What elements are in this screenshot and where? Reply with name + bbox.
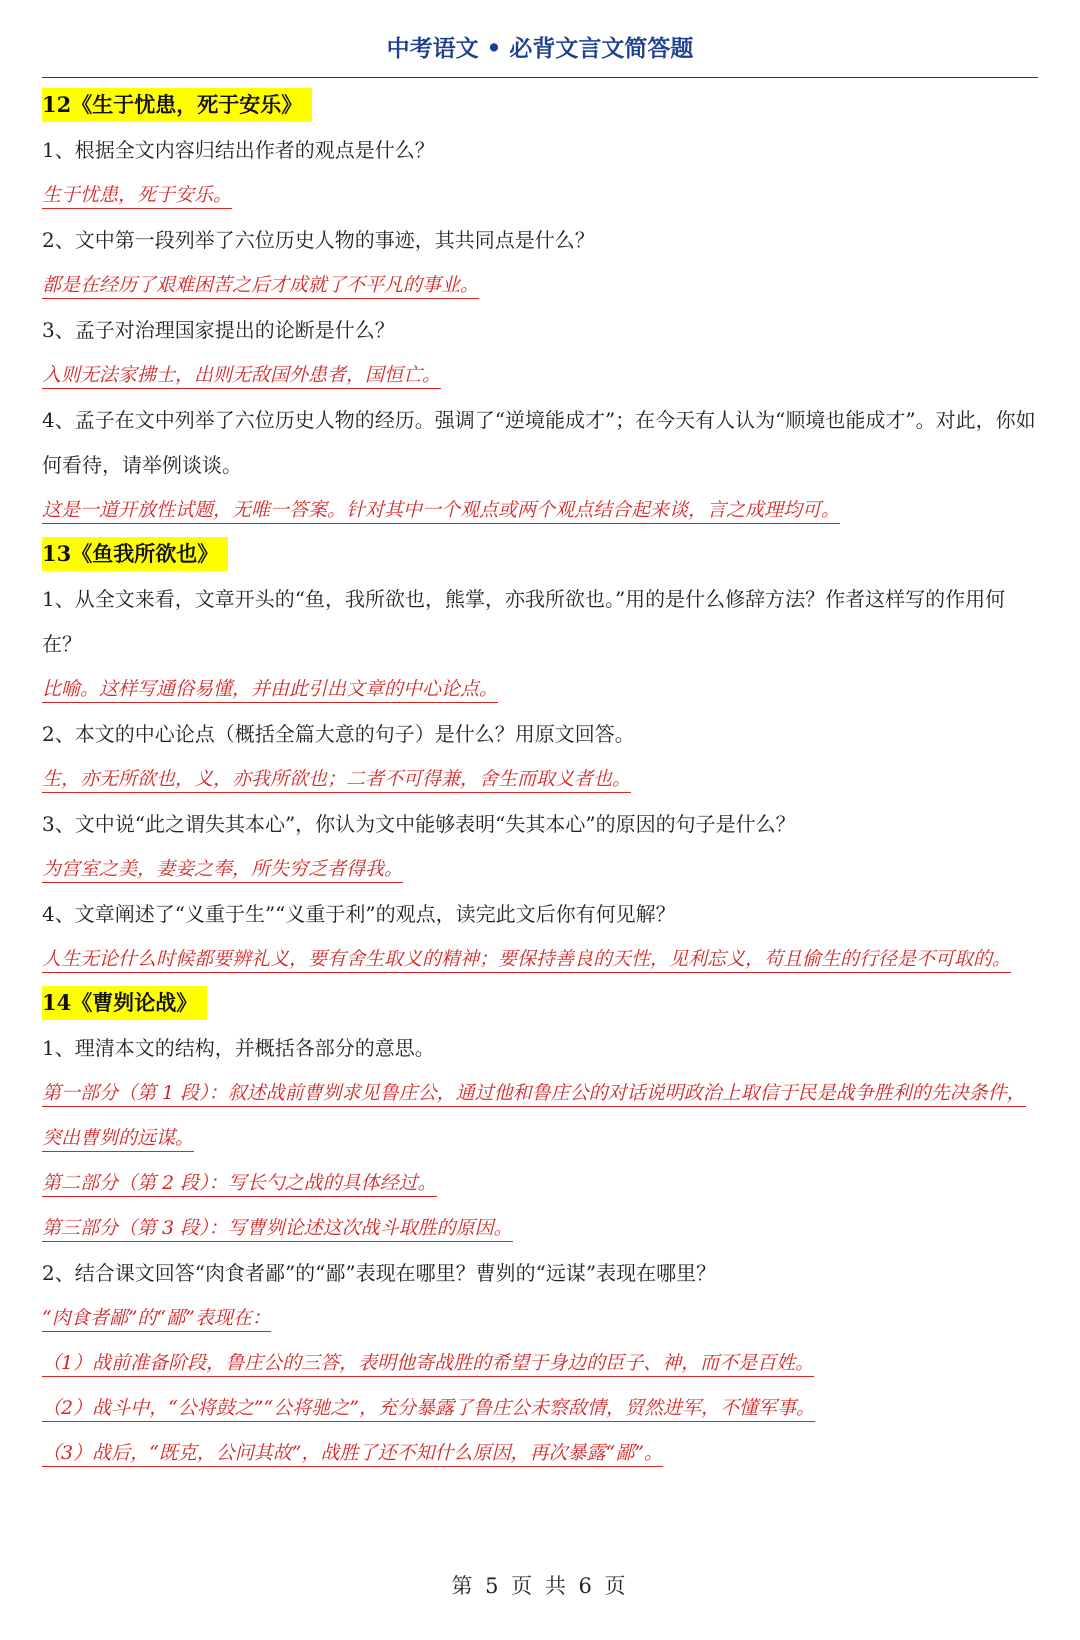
question: 1、从全文来看，文章开头的“鱼，我所欲也，熊掌，亦我所欲也。”用的是什么修辞方法？作者这样写的作用何在？ (42, 587, 1006, 656)
question: 4、孟子在文中列举了六位历史人物的经历。强调了“逆境能成才”；在今天有人认为“顺境也能成才”。对此，你如何看待，请举例谈谈。 (42, 408, 1036, 477)
answer: （1）战前准备阶段，鲁庄公的三答，表明他寄战胜的希望于身边的臣子、神，而不是百姓。 (42, 1341, 1038, 1386)
question: 2、本文的中心论点（概括全篇大意的句子）是什么？用原文回答。 (42, 722, 635, 746)
answer: 生于忧患，死于安乐。 (42, 173, 1038, 218)
answer: 这是一道开放性试题，无唯一答案。针对其中一个观点或两个观点结合起来谈，言之成理均可。 (42, 488, 1038, 533)
content-body (42, 84, 1038, 1476)
answer: 为宫室之美，妻妾之奉，所失穷乏者得我。 (42, 847, 1038, 892)
answer: “肉食者鄙”的“鄙”表现在： (42, 1296, 1038, 1341)
answer: 生，亦无所欲也，义，亦我所欲也；二者不可得兼，舍生而取义者也。 (42, 757, 1038, 802)
answer: 比喻。这样写通俗易懂，并由此引出文章的中心论点。 (42, 667, 1038, 712)
section-12 (42, 84, 1038, 533)
answer: （3）战后，“既克，公问其故”，战胜了还不知什么原因，再次暴露“鄙”。 (42, 1431, 1038, 1476)
section-title: 12《生于忧患，死于安乐》 (42, 88, 312, 122)
section-title: 13《鱼我所欲也》 (42, 537, 228, 571)
answer: 第三部分（第 3 段）：写曹刿论述这次战斗取胜的原因。 (42, 1206, 1038, 1251)
question: 3、孟子对治理国家提出的论断是什么？ (42, 318, 395, 342)
page-header: 中考语文 • 必背文言文简答题 (386, 35, 694, 62)
question: 2、文中第一段列举了六位历史人物的事迹，其共同点是什么？ (42, 228, 595, 252)
answer: 入则无法家拂士，出则无敌国外患者，国恒亡。 (42, 353, 1038, 398)
header-divider (42, 77, 1038, 78)
answer: （2）战斗中，“公将鼓之”“公将驰之”，充分暴露了鲁庄公未察敌情，贸然进军，不懂军事。 (42, 1386, 1038, 1431)
answer: 第一部分（第 1 段）：叙述战前曹刿求见鲁庄公，通过他和鲁庄公的对话说明政治上取信于民是战争胜利的先决条件，突出曹刿的远谋。 (42, 1071, 1038, 1161)
page-number: 第 5 页 共 6 页 (451, 1574, 629, 1598)
question: 1、根据全文内容归结出作者的观点是什么？ (42, 138, 435, 162)
answer: 第二部分（第 2 段）：写长勺之战的具体经过。 (42, 1161, 1038, 1206)
question: 1、理清本文的结构，并概括各部分的意思。 (42, 1036, 435, 1060)
answer: 都是在经历了艰难困苦之后才成就了不平凡的事业。 (42, 263, 1038, 308)
section-title: 14《曹刿论战》 (42, 986, 207, 1020)
question: 2、结合课文回答“肉食者鄙”的“鄙”表现在哪里？曹刿的“远谋”表现在哪里？ (42, 1261, 717, 1285)
question: 3、文中说“此之谓失其本心”，你认为文中能够表明“失其本心”的原因的句子是什么？ (42, 812, 796, 836)
answer: 人生无论什么时候都要辨礼义，要有舍生取义的精神；要保持善良的天性，见利忘义，苟且偷生的行径是不可取的。 (42, 937, 1038, 982)
section-13 (42, 533, 1038, 982)
section-14 (42, 982, 1038, 1476)
question: 4、文章阐述了“义重于生”“义重于利”的观点，读完此文后你有何见解？ (42, 902, 676, 926)
